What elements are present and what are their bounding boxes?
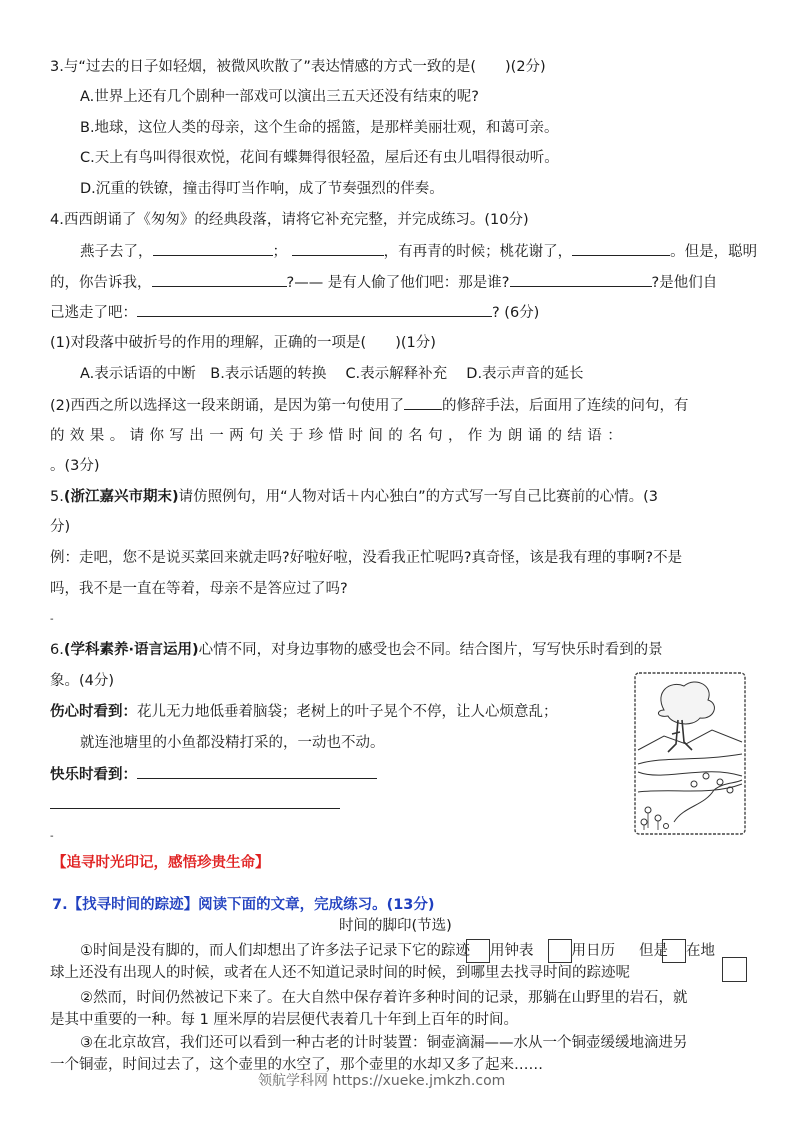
punctuation-box[interactable] xyxy=(548,939,572,963)
q6-stem-text: 心情不同，对身边事物的感受也会不同。结合图片，写写快乐时看到的景 xyxy=(198,642,663,658)
article-paragraph-2-cont: 是其中重要的一种。每 1 厘米厚的岩层便代表着几十年到上百年的时间。 xyxy=(50,1012,518,1028)
q3-option-a: A.世界上还有几个剧种一部戏可以演出三五天还没有结束的呢? xyxy=(80,89,479,105)
q4-text: 的，你告诉我， xyxy=(50,275,152,291)
answer-blank[interactable] xyxy=(153,241,273,256)
q4-passage-line-1 xyxy=(80,241,757,262)
answer-blank[interactable] xyxy=(137,302,492,317)
q4-passage-line-2 xyxy=(50,272,717,293)
punctuation-box[interactable] xyxy=(722,957,747,982)
q4-sub1-options: A.表示话语的中断 B.表示话题的转换 C.表示解释补充 D.表示声音的延长 xyxy=(80,366,584,382)
q4-text: ?是他们自 xyxy=(651,275,718,291)
article-title: 时间的脚印(节选) xyxy=(339,918,452,934)
answer-blank[interactable] xyxy=(292,241,384,256)
q3-option-c: C.天上有鸟叫得很欢悦，花间有蝶舞得很轻盈，屋后还有虫儿唱得很动听。 xyxy=(80,150,559,166)
q7-title: 7.【找寻时间的踪迹】阅读下面的文章，完成练习。(13分) xyxy=(52,897,435,913)
article-text: 在地 xyxy=(686,943,715,959)
footer-watermark: 领航学科网 https://xueke.jmkzh.com xyxy=(258,1073,506,1089)
q5-number: 5. xyxy=(50,489,64,505)
q6-happy-label: 快乐时看到： xyxy=(50,767,137,783)
article-paragraph-2: ②然而，时间仍然被记下来了。在大自然中保存着许多种时间的记录，那躺在山野里的岩石，就 xyxy=(80,990,688,1006)
article-paragraph-3: ③在北京故宫，我们还可以看到一种古老的计时装置：铜壶滴漏——水从一个铜壶缓缓地滴进另 xyxy=(80,1035,688,1051)
q6-sad-label: 伤心时看到： xyxy=(50,704,137,720)
q4-stem: 4.西西朗诵了《匆匆》的经典段落，请将它补充完整，并完成练习。(10分) xyxy=(50,212,529,228)
article-text: 用钟表 xyxy=(490,943,534,959)
q6-source: (学科素养·语言运用) xyxy=(63,642,199,658)
landscape-drawing xyxy=(634,672,746,835)
q5-source: (浙江嘉兴市期末) xyxy=(63,489,179,505)
q3-option-b: B.地球，这位人类的母亲，这个生命的摇篮，是那样美丽壮观，和蔼可亲。 xyxy=(80,120,559,136)
punctuation-box[interactable] xyxy=(662,939,686,963)
q4-sub2-line-1 xyxy=(50,395,689,416)
q5-example-2: 吗，我不是一直在等着，母亲不是答应过了吗? xyxy=(50,581,348,597)
q6-sad-line-2: 就连池塘里的小鱼都没精打采的，一动也不动。 xyxy=(80,735,385,751)
q5-stem-text: 请仿照例句，用“人物对话＋内心独白”的方式写一写自己比赛前的心情。(3 xyxy=(178,489,659,505)
answer-blank[interactable] xyxy=(50,794,340,809)
q6-happy-line xyxy=(50,764,377,785)
q5-stem xyxy=(50,487,658,507)
q4-text: 己逃走了吧： xyxy=(50,305,137,321)
q4-sub1-stem: (1)对段落中破折号的作用的理解，正确的一项是( )(1分) xyxy=(50,335,436,351)
article-text: 用日历 xyxy=(571,943,615,959)
q6-answer-dash[interactable]: - xyxy=(50,831,54,842)
article-text: ①时间是没有脚的，而人们却想出了许多法子记录下它的踪迹 xyxy=(80,943,470,959)
answer-blank[interactable] xyxy=(137,764,377,779)
q6-sad-line xyxy=(50,702,558,722)
q4-text: 。但是，聪明 xyxy=(670,244,758,260)
article-paragraph-1 xyxy=(80,939,715,963)
q4-text: 燕子去了， xyxy=(80,244,153,260)
answer-blank[interactable] xyxy=(510,272,652,287)
q4-text: 的修辞手法，后面用了连续的问句，有 xyxy=(442,398,689,414)
q5-stem-cont: 分) xyxy=(50,519,71,535)
answer-blank[interactable] xyxy=(404,395,442,410)
q4-text: ?—— 是有人偷了他们吧：那是谁? xyxy=(286,275,510,291)
answer-blank[interactable] xyxy=(572,241,670,256)
article-paragraph-3-cont: 一个铜壶，时间过去了，这个壶里的水空了，那个壶里的水却又多了起来…… xyxy=(50,1057,543,1073)
answer-blank[interactable] xyxy=(152,272,287,287)
punctuation-box[interactable] xyxy=(466,939,490,963)
q4-text: ； xyxy=(272,244,287,260)
article-paragraph-1-cont: 球上还没有出现人的时候，或者在人还不知道记录时间的时候，到哪里去找寻时间的踪迹呢 xyxy=(50,965,630,981)
section-title: 【追寻时光印记，感悟珍贵生命】 xyxy=(52,855,270,871)
q6-stem-cont: 象。(4分) xyxy=(50,673,115,689)
q6-number: 6. xyxy=(50,642,64,658)
landscape-illustration xyxy=(634,672,746,835)
q3-stem: 3.与“过去的日子如轻烟，被微风吹散了”表达情感的方式一致的是( )(2分) xyxy=(50,59,546,75)
q3-option-d: D.沉重的铁镣，撞击得叮当作响，成了节奏强烈的伴奏。 xyxy=(80,181,444,197)
q4-text: (2)西西之所以选择这一段来朗诵，是因为第一句使用了 xyxy=(50,398,405,414)
q4-sub2-line-3: 。(3分) xyxy=(50,458,100,474)
q5-answer-dash[interactable]: - xyxy=(50,614,54,625)
q4-passage-line-3 xyxy=(50,302,539,323)
q4-text: ，有再青的时候；桃花谢了， xyxy=(383,244,573,260)
q5-example-1: 例：走吧，您不是说买菜回来就走吗?好啦好啦，没看我正忙呢吗?真奇怪，该是我有理的事啊?不是 xyxy=(50,550,683,566)
q6-sad-text: 花儿无力地低垂着脑袋；老树上的叶子晃个不停，让人心烦意乱； xyxy=(137,704,558,720)
q4-text: ? (6分) xyxy=(492,305,540,321)
article-text: 但是 xyxy=(639,943,668,959)
q6-stem xyxy=(50,640,663,660)
q4-sub2-line-2: 的效果。请你写出一两句关于珍惜时间的名句，作为朗诵的结语： xyxy=(50,428,628,444)
